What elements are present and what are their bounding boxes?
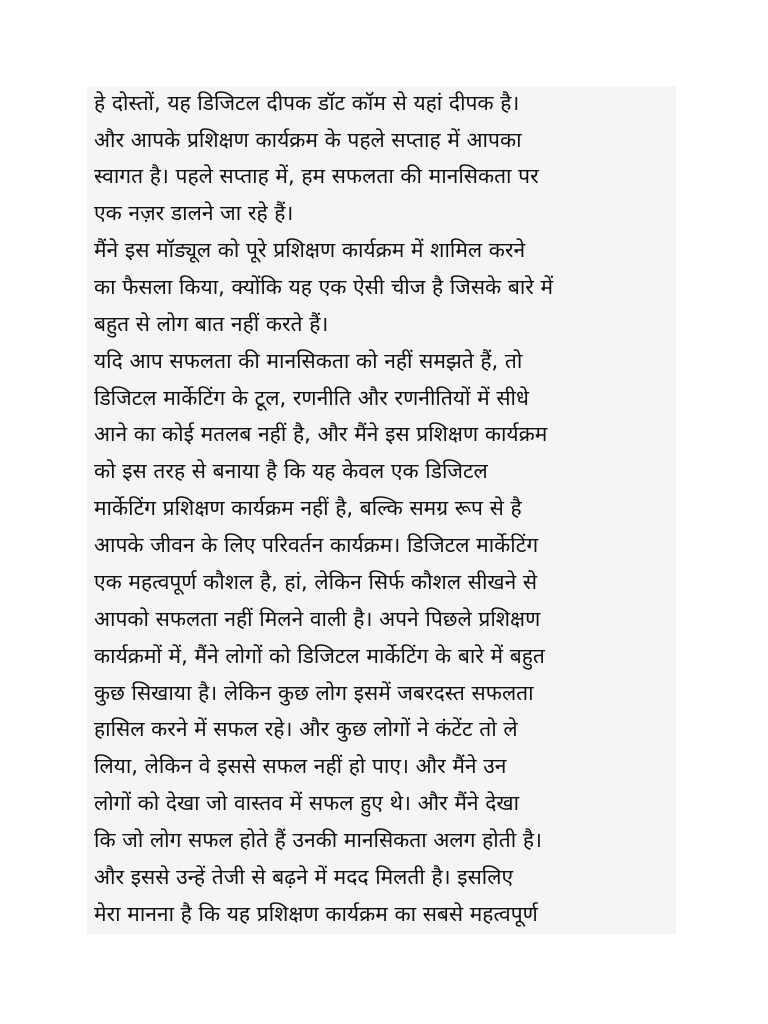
text-line: एक महत्वपूर्ण कौशल है, हां, लेकिन सिर्फ कौशल सीखने से [94,570,538,594]
text-line: और आपके प्रशिक्षण कार्यक्रम के पहले सप्ताह में आपका [94,128,522,152]
text-line: कार्यक्रमों में, मैंने लोगों को डिजिटल मार्केटिंग के बारे में बहुत [94,644,545,668]
text-line: मार्केटिंग प्रशिक्षण कार्यक्रम नहीं है, बल्कि समग्र रूप से है [94,496,522,520]
text-line: आने का कोई मतलब नहीं है, और मैंने इस प्रशिक्षण कार्यक्रम [94,422,548,446]
text-line: कि जो लोग सफल होते हैं उनकी मानसिकता अलग होती है। [94,828,542,852]
text-line: लोगों को देखा जो वास्तव में सफल हुए थे। और मैंने देखा [94,791,520,815]
text-line: कुछ सिखाया है। लेकिन कुछ लोग इसमें जबरदस्त सफलता [94,681,534,705]
text-line: लिया, लेकिन वे इससे सफल नहीं हो पाए। और मैंने उन [94,754,507,778]
text-block [87,86,676,934]
text-line: हे दोस्तों, यह डिजिटल दीपक डॉट कॉम से यहां दीपक है। [94,91,520,115]
text-line: का फैसला किया, क्योंकि यह एक ऐसी चीज है जिसके बारे में [94,275,554,299]
text-line: और इससे उन्हें तेजी से बढ़ने में मदद मिलती है। इसलिए [94,865,514,889]
text-line: आपके जीवन के लिए परिवर्तन कार्यक्रम। डिजिटल मार्केटिंग [94,533,539,557]
text-line: डिजिटल मार्केटिंग के टूल, रणनीति और रणनीतियों में सीधे [94,386,529,410]
text-line: आपको सफलता नहीं मिलने वाली है। अपने पिछले प्रशिक्षण [94,607,541,631]
text-line: स्वागत है। पहले सप्ताह में, हम सफलता की मानसिकता पर [94,164,539,188]
text-line: एक नज़र डालने जा रहे हैं। [94,201,294,225]
text-line: हासिल करने में सफल रहे। और कुछ लोगों ने कंटेंट तो ले [94,717,518,741]
text-line: मैंने इस मॉड्यूल को पूरे प्रशिक्षण कार्यक्रम में शामिल करने [94,238,526,262]
text-line: यदि आप सफलता की मानसिकता को नहीं समझते हैं, तो [94,349,523,373]
text-line: मेरा मानना है कि यह प्रशिक्षण कार्यक्रम का सबसे महत्वपूर्ण [94,902,538,926]
text-line: को इस तरह से बनाया है कि यह केवल एक डिजिटल [94,459,488,483]
text-line: बहुत से लोग बात नहीं करते हैं। [94,312,329,336]
